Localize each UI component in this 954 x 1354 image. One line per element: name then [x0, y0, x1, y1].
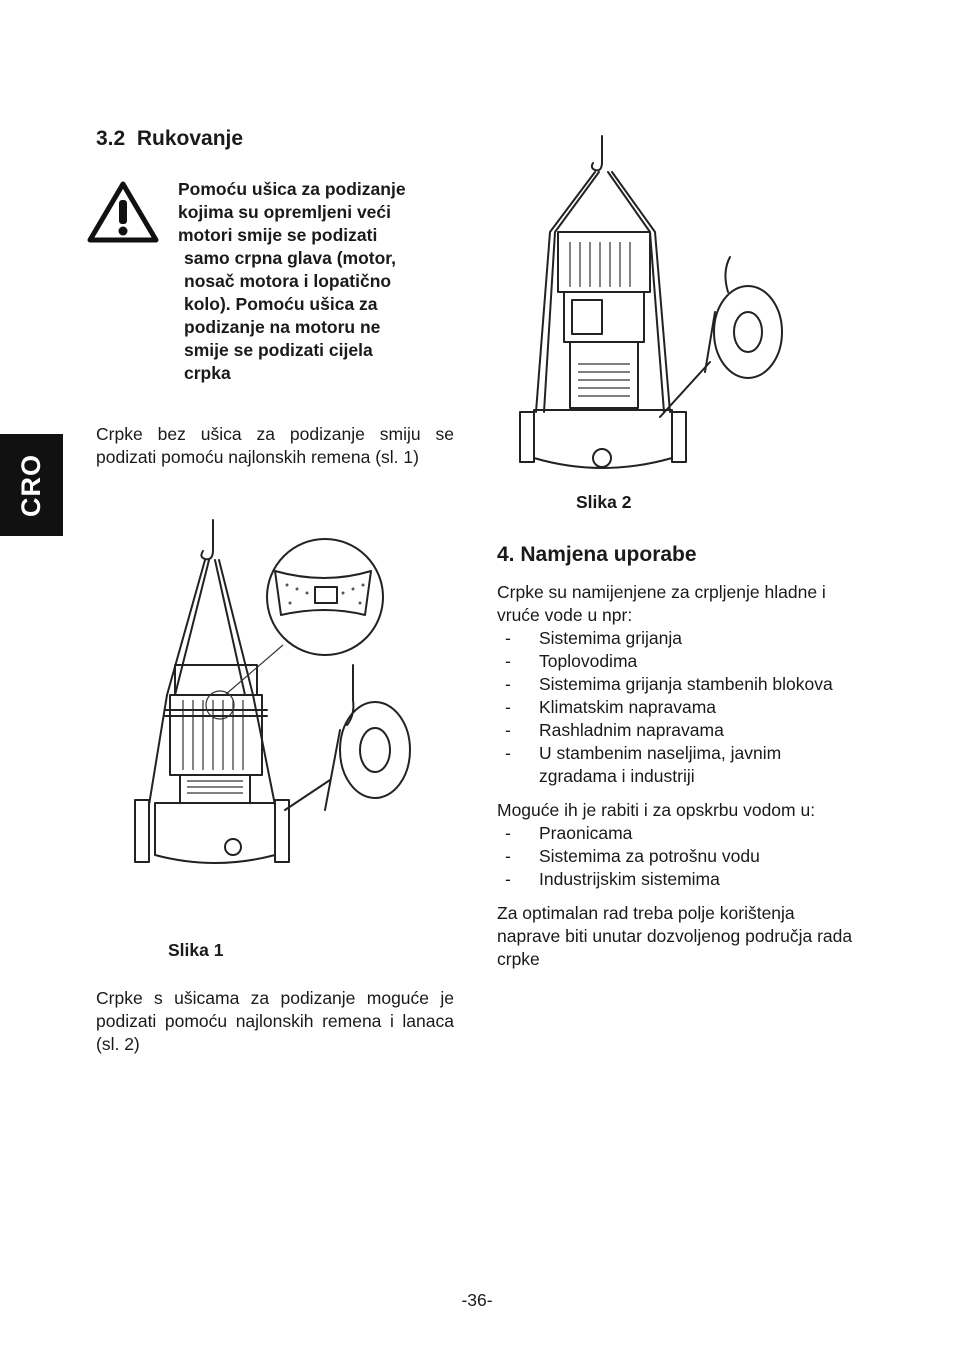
warning-line: nosač motora i lopatično	[184, 271, 392, 291]
list-item: - Industrijskim sistemima	[497, 868, 857, 891]
figure-1-pump-straps	[125, 515, 425, 875]
warning-line: kojima su opremljeni veći	[178, 202, 391, 222]
list-item: - Klimatskim napravama	[497, 696, 857, 719]
warning-line: podizanje na motoru ne	[184, 317, 381, 337]
list-item: - Rashladnim napravama	[497, 719, 857, 742]
list-item: - Sistemima grijanja	[497, 627, 857, 650]
section-3-2-heading	[96, 127, 243, 151]
language-tab-label: CRO	[16, 453, 46, 517]
section-4-also-text: Moguće ih je rabiti i za opskrbu vodom u:	[497, 800, 816, 820]
uses-list	[497, 627, 857, 788]
section-4-intro: Crpke su namijenjene za crpljenje hladne i vruće vode u npr:	[497, 582, 826, 625]
warning-line: Pomoću ušica za podizanje	[178, 179, 406, 199]
language-tab	[0, 434, 63, 536]
section-4-closing: Za optimalan rad treba polje korištenja naprave biti unutar dozvoljenog područja rada crpke	[497, 903, 853, 969]
list-item: - Sistemima za potrošnu vodu	[497, 845, 857, 868]
paragraph-lifting-without-eyes: Crpke bez ušica za podizanje smiju se podizati pomoću najlonskih remena (sl. 1)	[96, 424, 454, 467]
section-4-heading: 4. Namjena uporabe	[497, 543, 697, 566]
supply-uses-list	[497, 822, 857, 891]
paragraph-lifting-with-eyes: Crpke s ušicama za podizanje moguće je podizati pomoću najlonskih remena i lanaca (sl. 2)	[96, 988, 454, 1054]
section-4-body	[497, 581, 857, 971]
section-title: Rukovanje	[136, 127, 244, 150]
figure-2-caption: Slika 2	[576, 492, 632, 512]
warning-line: motori smije se podizati	[178, 225, 378, 245]
warning-line: kolo). Pomoću ušica za	[184, 294, 378, 314]
warning-line: samo crpna glava (motor,	[184, 248, 397, 268]
list-item: - Toplovodima	[497, 650, 857, 673]
figure-2-pump-chains	[500, 132, 790, 482]
page-number: -36-	[461, 1290, 493, 1310]
section-number: 3.2	[96, 127, 126, 150]
list-item: - U stambenim naseljima, javnim zgradama i industriji	[497, 742, 857, 788]
warning-line: crpka	[184, 363, 231, 383]
warning-text	[178, 178, 458, 385]
figure-1-caption: Slika 1	[168, 940, 224, 960]
warning-icon	[87, 180, 159, 244]
list-item: - Sistemima grijanja stambenih blokova	[497, 673, 857, 696]
list-item: - Praonicama	[497, 822, 857, 845]
warning-line: smije se podizati cijela	[184, 340, 373, 360]
